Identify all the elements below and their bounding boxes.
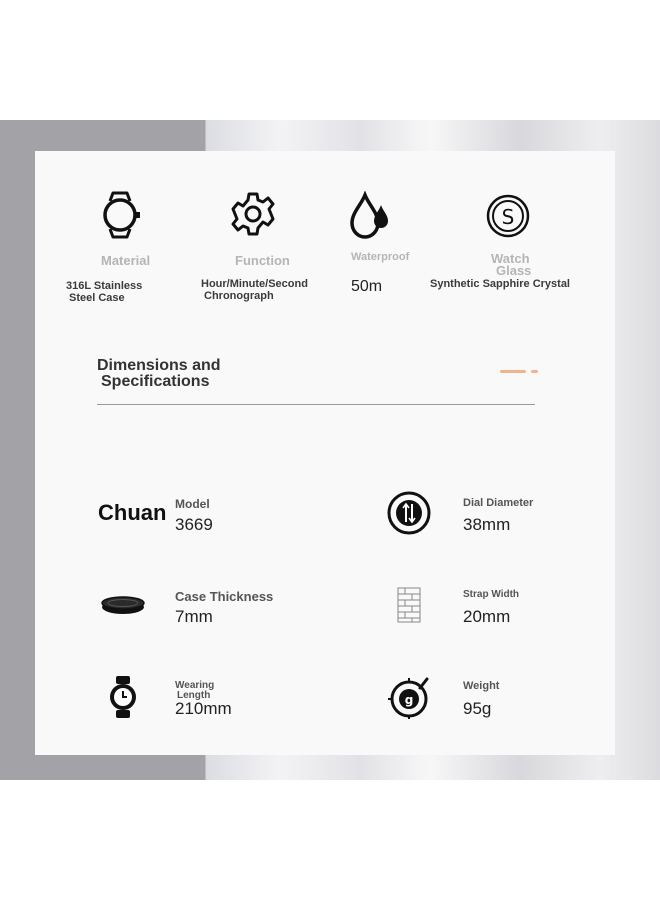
water-drops-icon bbox=[347, 191, 393, 241]
watch-glass-title bbox=[491, 253, 531, 277]
model-label: Model bbox=[175, 497, 210, 511]
material-value bbox=[66, 280, 142, 304]
wearing-length-value: 210mm bbox=[175, 699, 232, 718]
watch-glass-title-line2: Glass bbox=[496, 263, 532, 278]
dial-diameter-value: 38mm bbox=[463, 515, 511, 534]
brand-logo: Chuan bbox=[98, 500, 167, 525]
dial-diameter-label: Dial Diameter bbox=[463, 497, 534, 509]
svg-text:g: g bbox=[404, 693, 414, 707]
material-value-line2: Steel Case bbox=[69, 292, 125, 304]
section-divider bbox=[97, 404, 535, 405]
section-title bbox=[97, 358, 221, 390]
case-disc-icon bbox=[101, 594, 145, 616]
section-accent-dot bbox=[531, 370, 538, 373]
section-title-line1: Dimensions and bbox=[97, 357, 221, 374]
gear-icon bbox=[230, 191, 276, 237]
watch-glass-value: Synthetic Sapphire Crystal bbox=[430, 278, 570, 290]
watch-glass-title-line1: Watch bbox=[491, 251, 530, 266]
strap-width-value: 20mm bbox=[463, 607, 511, 626]
svg-text:S: S bbox=[501, 205, 515, 229]
strap-width-label: Strap Width bbox=[463, 589, 520, 600]
case-thickness-label: Case Thickness bbox=[175, 589, 274, 604]
section-title-line2: Specifications bbox=[101, 373, 210, 390]
wearing-length-label-line1: Wearing bbox=[175, 680, 215, 691]
material-title: Material bbox=[101, 253, 151, 268]
function-value bbox=[201, 278, 308, 302]
material-value-line1: 316L Stainless bbox=[66, 280, 143, 292]
sapphire-s-icon bbox=[485, 193, 531, 239]
weight-gauge-icon bbox=[387, 675, 431, 719]
wearing-length-label bbox=[175, 681, 214, 701]
function-value-line1: Hour/Minute/Second bbox=[201, 278, 308, 290]
waterproof-title: Waterproof bbox=[351, 251, 410, 263]
watch-case-icon bbox=[98, 191, 142, 239]
function-value-line2: Chronograph bbox=[204, 290, 274, 302]
case-thickness-value: 7mm bbox=[175, 607, 213, 626]
weight-label: Weight bbox=[463, 680, 500, 692]
weight-value: 95g bbox=[463, 699, 492, 718]
wrist-watch-icon bbox=[109, 675, 137, 719]
section-accent-dash bbox=[500, 370, 526, 373]
model-value: 3669 bbox=[175, 515, 213, 534]
wearing-length-label-line2: Length bbox=[177, 690, 211, 701]
waterproof-value: 50m bbox=[351, 278, 383, 295]
spec-card bbox=[35, 151, 615, 755]
dial-diameter-icon bbox=[387, 491, 431, 535]
function-title: Function bbox=[235, 253, 290, 268]
strap-grid-icon bbox=[397, 587, 421, 623]
